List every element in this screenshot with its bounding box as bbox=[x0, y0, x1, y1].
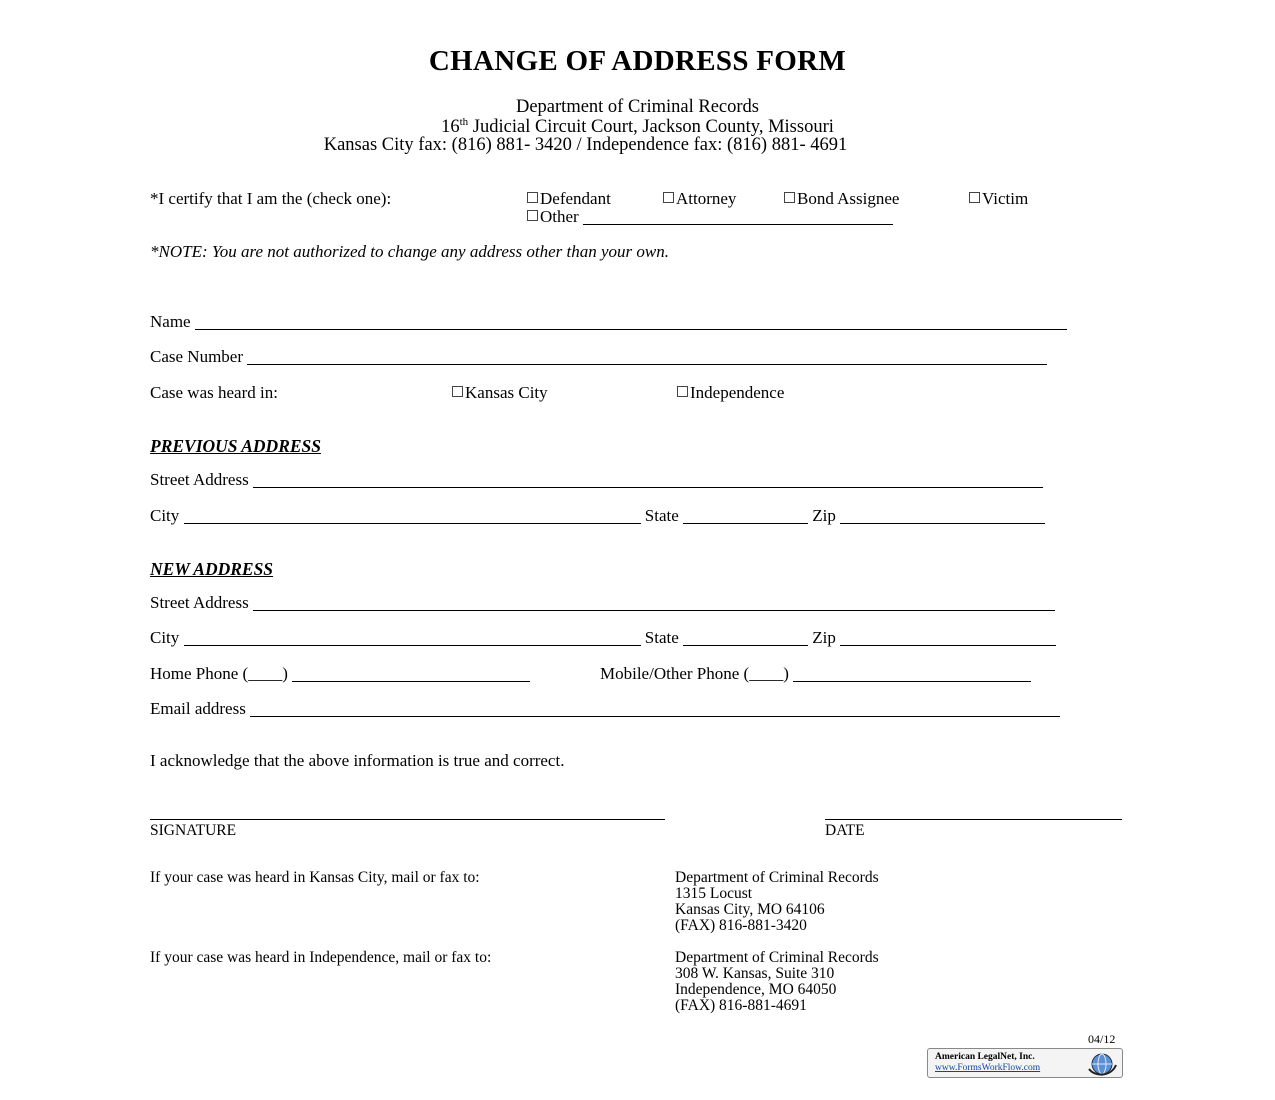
court-ordinal: th bbox=[459, 116, 469, 128]
checkbox-defendant[interactable] bbox=[527, 189, 611, 209]
certify-label: *I certify that I am the (check one): bbox=[150, 189, 392, 208]
previous-address-heading: PREVIOUS ADDRESS bbox=[150, 436, 322, 456]
new-street-field[interactable] bbox=[150, 593, 1055, 613]
checkbox-label: Independence bbox=[690, 383, 785, 402]
checkbox-independence[interactable] bbox=[677, 383, 784, 403]
other-input-line[interactable] bbox=[583, 210, 893, 225]
checkbox-icon[interactable] bbox=[527, 210, 538, 221]
address-line: Department of Criminal Records bbox=[675, 949, 879, 966]
checkbox-label: Victim bbox=[982, 189, 1029, 208]
checkbox-kansas-city[interactable] bbox=[452, 383, 548, 403]
address-line: Kansas City, MO 64106 bbox=[675, 901, 825, 918]
checkbox-icon[interactable] bbox=[784, 192, 795, 203]
checkbox-icon[interactable] bbox=[969, 192, 980, 203]
logo-company: American LegalNet, Inc. bbox=[935, 1052, 1035, 1062]
address-line: Department of Criminal Records bbox=[675, 869, 879, 886]
name-input-line[interactable] bbox=[195, 315, 1067, 330]
authorization-note: *NOTE: You are not authorized to change any address other than your own. bbox=[150, 242, 669, 261]
date-line[interactable] bbox=[825, 805, 1122, 820]
globe-icon bbox=[1085, 1051, 1119, 1077]
email-label: Email address bbox=[150, 699, 246, 718]
checkbox-label: Attorney bbox=[676, 189, 737, 208]
address-line: Independence, MO 64050 bbox=[675, 981, 837, 998]
zip-label: Zip bbox=[812, 506, 836, 525]
address-line: (FAX) 816-881-3420 bbox=[675, 917, 807, 934]
checkbox-label: Bond Assignee bbox=[797, 189, 900, 208]
checkbox-victim[interactable] bbox=[969, 189, 1028, 209]
street-label: Street Address bbox=[150, 470, 249, 489]
checkbox-icon[interactable] bbox=[677, 386, 688, 397]
checkbox-bond-assignee[interactable] bbox=[784, 189, 899, 209]
new-address-heading: NEW ADDRESS bbox=[150, 559, 274, 579]
street-label: Street Address bbox=[150, 593, 249, 612]
city-label: City bbox=[150, 506, 180, 525]
address-line: (FAX) 816-881-4691 bbox=[675, 997, 807, 1014]
new-city-input-line[interactable] bbox=[184, 631, 641, 646]
checkbox-other[interactable] bbox=[527, 207, 893, 227]
case-number-field[interactable] bbox=[150, 347, 1047, 367]
new-zip-input-line[interactable] bbox=[840, 631, 1056, 646]
address-line: 308 W. Kansas, Suite 310 bbox=[675, 965, 835, 982]
prev-state-input-line[interactable] bbox=[683, 509, 808, 524]
logo-url[interactable]: www.FormsWorkFlow.com bbox=[935, 1063, 1041, 1073]
prev-city-state-zip[interactable] bbox=[150, 506, 1045, 526]
date-label: DATE bbox=[825, 822, 865, 839]
state-label: State bbox=[644, 628, 679, 647]
kc-mail-instruction: If your case was heard in Kansas City, mail or fax to: bbox=[150, 869, 480, 886]
name-label: Name bbox=[150, 312, 191, 331]
checkbox-label: Defendant bbox=[540, 189, 611, 208]
email-field[interactable] bbox=[150, 699, 1060, 719]
address-line: 1315 Locust bbox=[675, 885, 753, 902]
home-phone-input-line[interactable] bbox=[292, 667, 530, 682]
city-label: City bbox=[150, 628, 180, 647]
prev-street-input-line[interactable] bbox=[253, 473, 1043, 488]
checkbox-icon[interactable] bbox=[452, 386, 463, 397]
acknowledgement-text: I acknowledge that the above information is true and correct. bbox=[150, 751, 565, 770]
kc-mail-address bbox=[675, 870, 879, 934]
mobile-phone-field[interactable] bbox=[600, 664, 1031, 684]
case-number-label: Case Number bbox=[150, 347, 244, 366]
american-legalnet-logo bbox=[927, 1048, 1123, 1078]
ind-mail-instruction: If your case was heard in Independence, mail or fax to: bbox=[150, 949, 492, 966]
case-number-input-line[interactable] bbox=[247, 350, 1047, 365]
revision-code: 04/12 bbox=[1088, 1032, 1116, 1046]
court-number: 16 bbox=[441, 117, 460, 138]
new-state-input-line[interactable] bbox=[683, 631, 808, 646]
case-heard-label: Case was heard in: bbox=[150, 383, 278, 402]
home-phone-label: Home Phone (____) bbox=[150, 664, 288, 683]
signature-line[interactable] bbox=[150, 805, 665, 820]
court-name-text: Judicial Circuit Court, Jackson County, Missouri bbox=[468, 117, 834, 138]
new-city-state-zip[interactable] bbox=[150, 628, 1056, 648]
ind-mail-address bbox=[675, 950, 879, 1014]
checkbox-icon[interactable] bbox=[663, 192, 674, 203]
email-input-line[interactable] bbox=[250, 702, 1060, 717]
mobile-phone-label: Mobile/Other Phone (____) bbox=[600, 664, 789, 683]
checkbox-label: Kansas City bbox=[465, 383, 548, 402]
name-field[interactable] bbox=[150, 312, 1067, 332]
department-name: Department of Criminal Records bbox=[515, 97, 759, 117]
state-label: State bbox=[644, 506, 679, 525]
zip-label: Zip bbox=[812, 628, 836, 647]
checkbox-attorney[interactable] bbox=[663, 189, 736, 209]
new-street-input-line[interactable] bbox=[253, 596, 1055, 611]
prev-zip-input-line[interactable] bbox=[840, 509, 1045, 524]
mobile-phone-input-line[interactable] bbox=[793, 667, 1031, 682]
signature-label: SIGNATURE bbox=[150, 822, 237, 839]
home-phone-field[interactable] bbox=[150, 664, 530, 684]
prev-city-input-line[interactable] bbox=[184, 509, 641, 524]
checkbox-icon[interactable] bbox=[527, 192, 538, 203]
form-title: CHANGE OF ADDRESS FORM bbox=[428, 45, 847, 77]
fax-numbers: Kansas City fax: (816) 881- 3420 / Independence fax: (816) 881- 4691 bbox=[323, 135, 848, 155]
checkbox-label: Other bbox=[540, 207, 579, 226]
prev-street-field[interactable] bbox=[150, 470, 1043, 490]
